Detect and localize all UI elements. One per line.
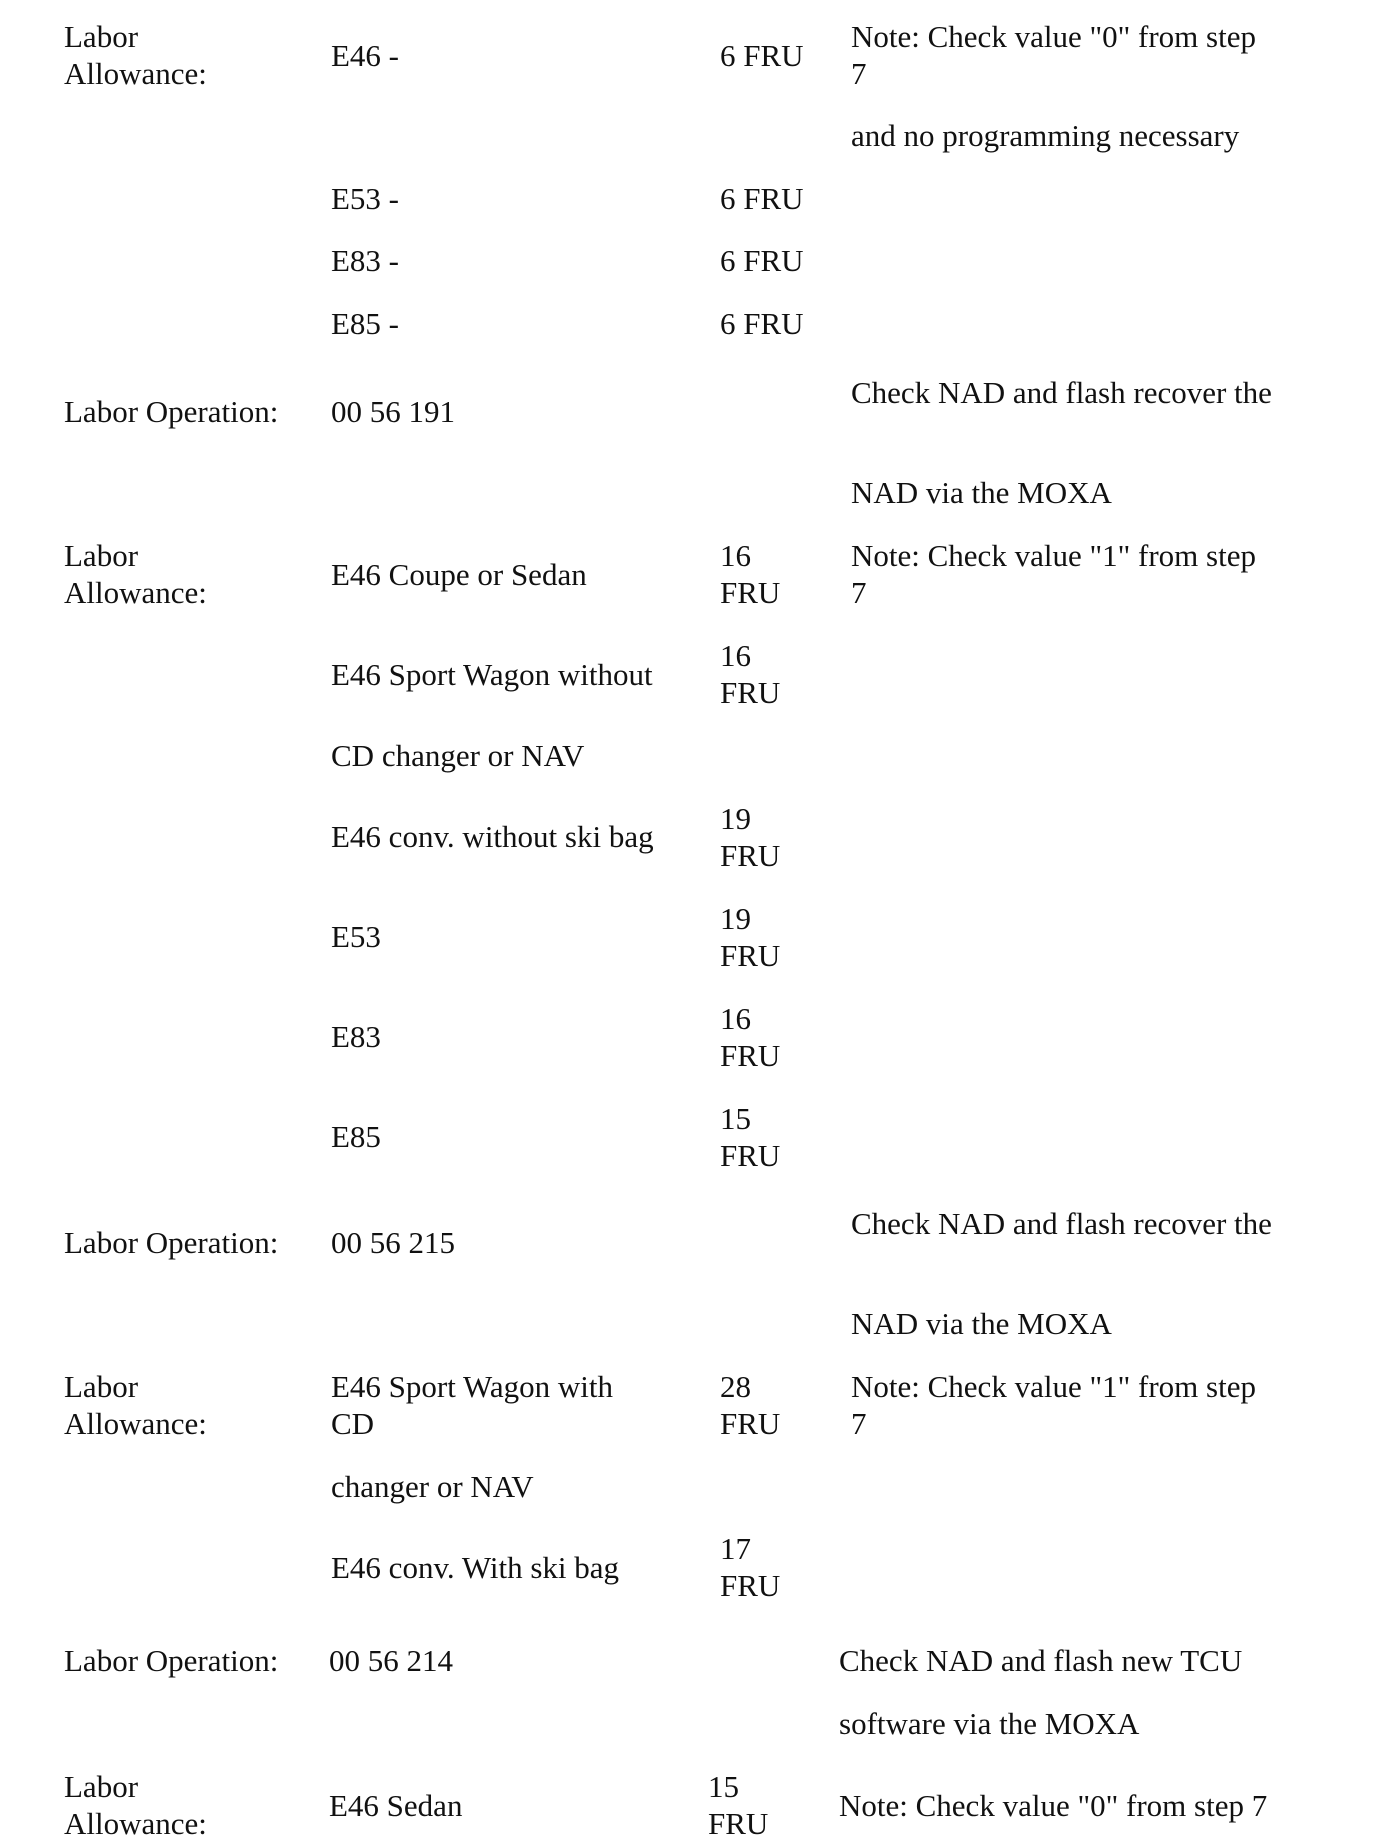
- fru-e46: 6 FRU: [720, 38, 804, 73]
- fru-a2-r5b: FRU: [720, 1038, 781, 1073]
- allowance-label-1b: Allowance:: [64, 56, 207, 91]
- allowance-label-3a: Labor: [64, 1369, 139, 1404]
- allowance-label-4a: Labor: [64, 1769, 139, 1804]
- allowance-label-2a: Labor: [64, 538, 139, 573]
- fru-a2-r3b: FRU: [720, 838, 781, 873]
- operation-label-3: Labor Operation:: [64, 1643, 279, 1678]
- operation-note-1b: NAD via the MOXA: [851, 475, 1112, 510]
- model-e46-conv-with: E46 conv. With ski bag: [331, 1550, 620, 1585]
- model-e53-b: E53: [331, 919, 381, 954]
- model-e83: E83 -: [331, 243, 400, 278]
- model-e85-b: E85: [331, 1119, 381, 1154]
- operation-note-1a: Check NAD and flash recover the: [851, 375, 1272, 410]
- note-4: Note: Check value "0" from step 7: [839, 1788, 1268, 1823]
- model-e46-wagon-with-cont: changer or NAV: [331, 1469, 534, 1504]
- fru-a3-r2b: FRU: [720, 1568, 781, 1603]
- allowance-label-1a: Labor: [64, 19, 139, 54]
- operation-code-3: 00 56 214: [329, 1643, 453, 1678]
- model-e46-conv-without: E46 conv. without ski bag: [331, 819, 654, 854]
- model-e46-wagon-with: E46 Sport Wagon with: [331, 1369, 613, 1404]
- operation-note-3b: software via the MOXA: [839, 1706, 1140, 1741]
- fru-a3-r1b: FRU: [720, 1406, 781, 1441]
- fru-a4-r1a: 15: [708, 1769, 739, 1804]
- operation-code-2: 00 56 215: [331, 1225, 455, 1260]
- fru-e83: 6 FRU: [720, 243, 804, 278]
- model-e53: E53 -: [331, 181, 400, 216]
- fru-a2-r2a: 16: [720, 638, 751, 673]
- model-e46: E46 -: [331, 38, 400, 73]
- note-1a: Note: Check value "0" from step: [851, 19, 1256, 54]
- fru-a4-r1b: FRU: [708, 1806, 769, 1841]
- operation-note-2b: NAD via the MOXA: [851, 1306, 1112, 1341]
- model-e46-wagon-without: E46 Sport Wagon without: [331, 657, 653, 692]
- note-2b: 7: [851, 575, 867, 610]
- fru-a2-r4b: FRU: [720, 938, 781, 973]
- note-2a: Note: Check value "1" from step: [851, 538, 1256, 573]
- fru-e53: 6 FRU: [720, 181, 804, 216]
- fru-a3-r2a: 17: [720, 1531, 751, 1566]
- model-e46-sedan: E46 Sedan: [329, 1788, 463, 1823]
- operation-note-3a: Check NAD and flash new TCU: [839, 1643, 1243, 1678]
- operation-label-1: Labor Operation:: [64, 394, 279, 429]
- operation-code-1: 00 56 191: [331, 394, 455, 429]
- model-e46-wagon-with-cd: CD: [331, 1406, 375, 1441]
- note-3a: Note: Check value "1" from step: [851, 1369, 1256, 1404]
- note-1c: and no programming necessary: [851, 118, 1240, 153]
- fru-a2-r5a: 16: [720, 1001, 751, 1036]
- fru-a2-r1b: FRU: [720, 575, 781, 610]
- model-e85: E85 -: [331, 306, 400, 341]
- fru-a2-r6a: 15: [720, 1101, 751, 1136]
- fru-a3-r1a: 28: [720, 1369, 751, 1404]
- allowance-label-4b: Allowance:: [64, 1806, 207, 1841]
- model-e46-coupe-sedan: E46 Coupe or Sedan: [331, 557, 587, 592]
- fru-a2-r3a: 19: [720, 801, 751, 836]
- allowance-label-2b: Allowance:: [64, 575, 207, 610]
- note-1b: 7: [851, 56, 867, 91]
- fru-a2-r2b: FRU: [720, 675, 781, 710]
- fru-a2-r1a: 16: [720, 538, 751, 573]
- fru-e85: 6 FRU: [720, 306, 804, 341]
- fru-a2-r4a: 19: [720, 901, 751, 936]
- note-3b: 7: [851, 1406, 867, 1441]
- model-e46-wagon-without-cont: CD changer or NAV: [331, 738, 585, 773]
- operation-note-2a: Check NAD and flash recover the: [851, 1206, 1272, 1241]
- model-e83-b: E83: [331, 1019, 381, 1054]
- operation-label-2: Labor Operation:: [64, 1225, 279, 1260]
- fru-a2-r6b: FRU: [720, 1138, 781, 1173]
- allowance-label-3b: Allowance:: [64, 1406, 207, 1441]
